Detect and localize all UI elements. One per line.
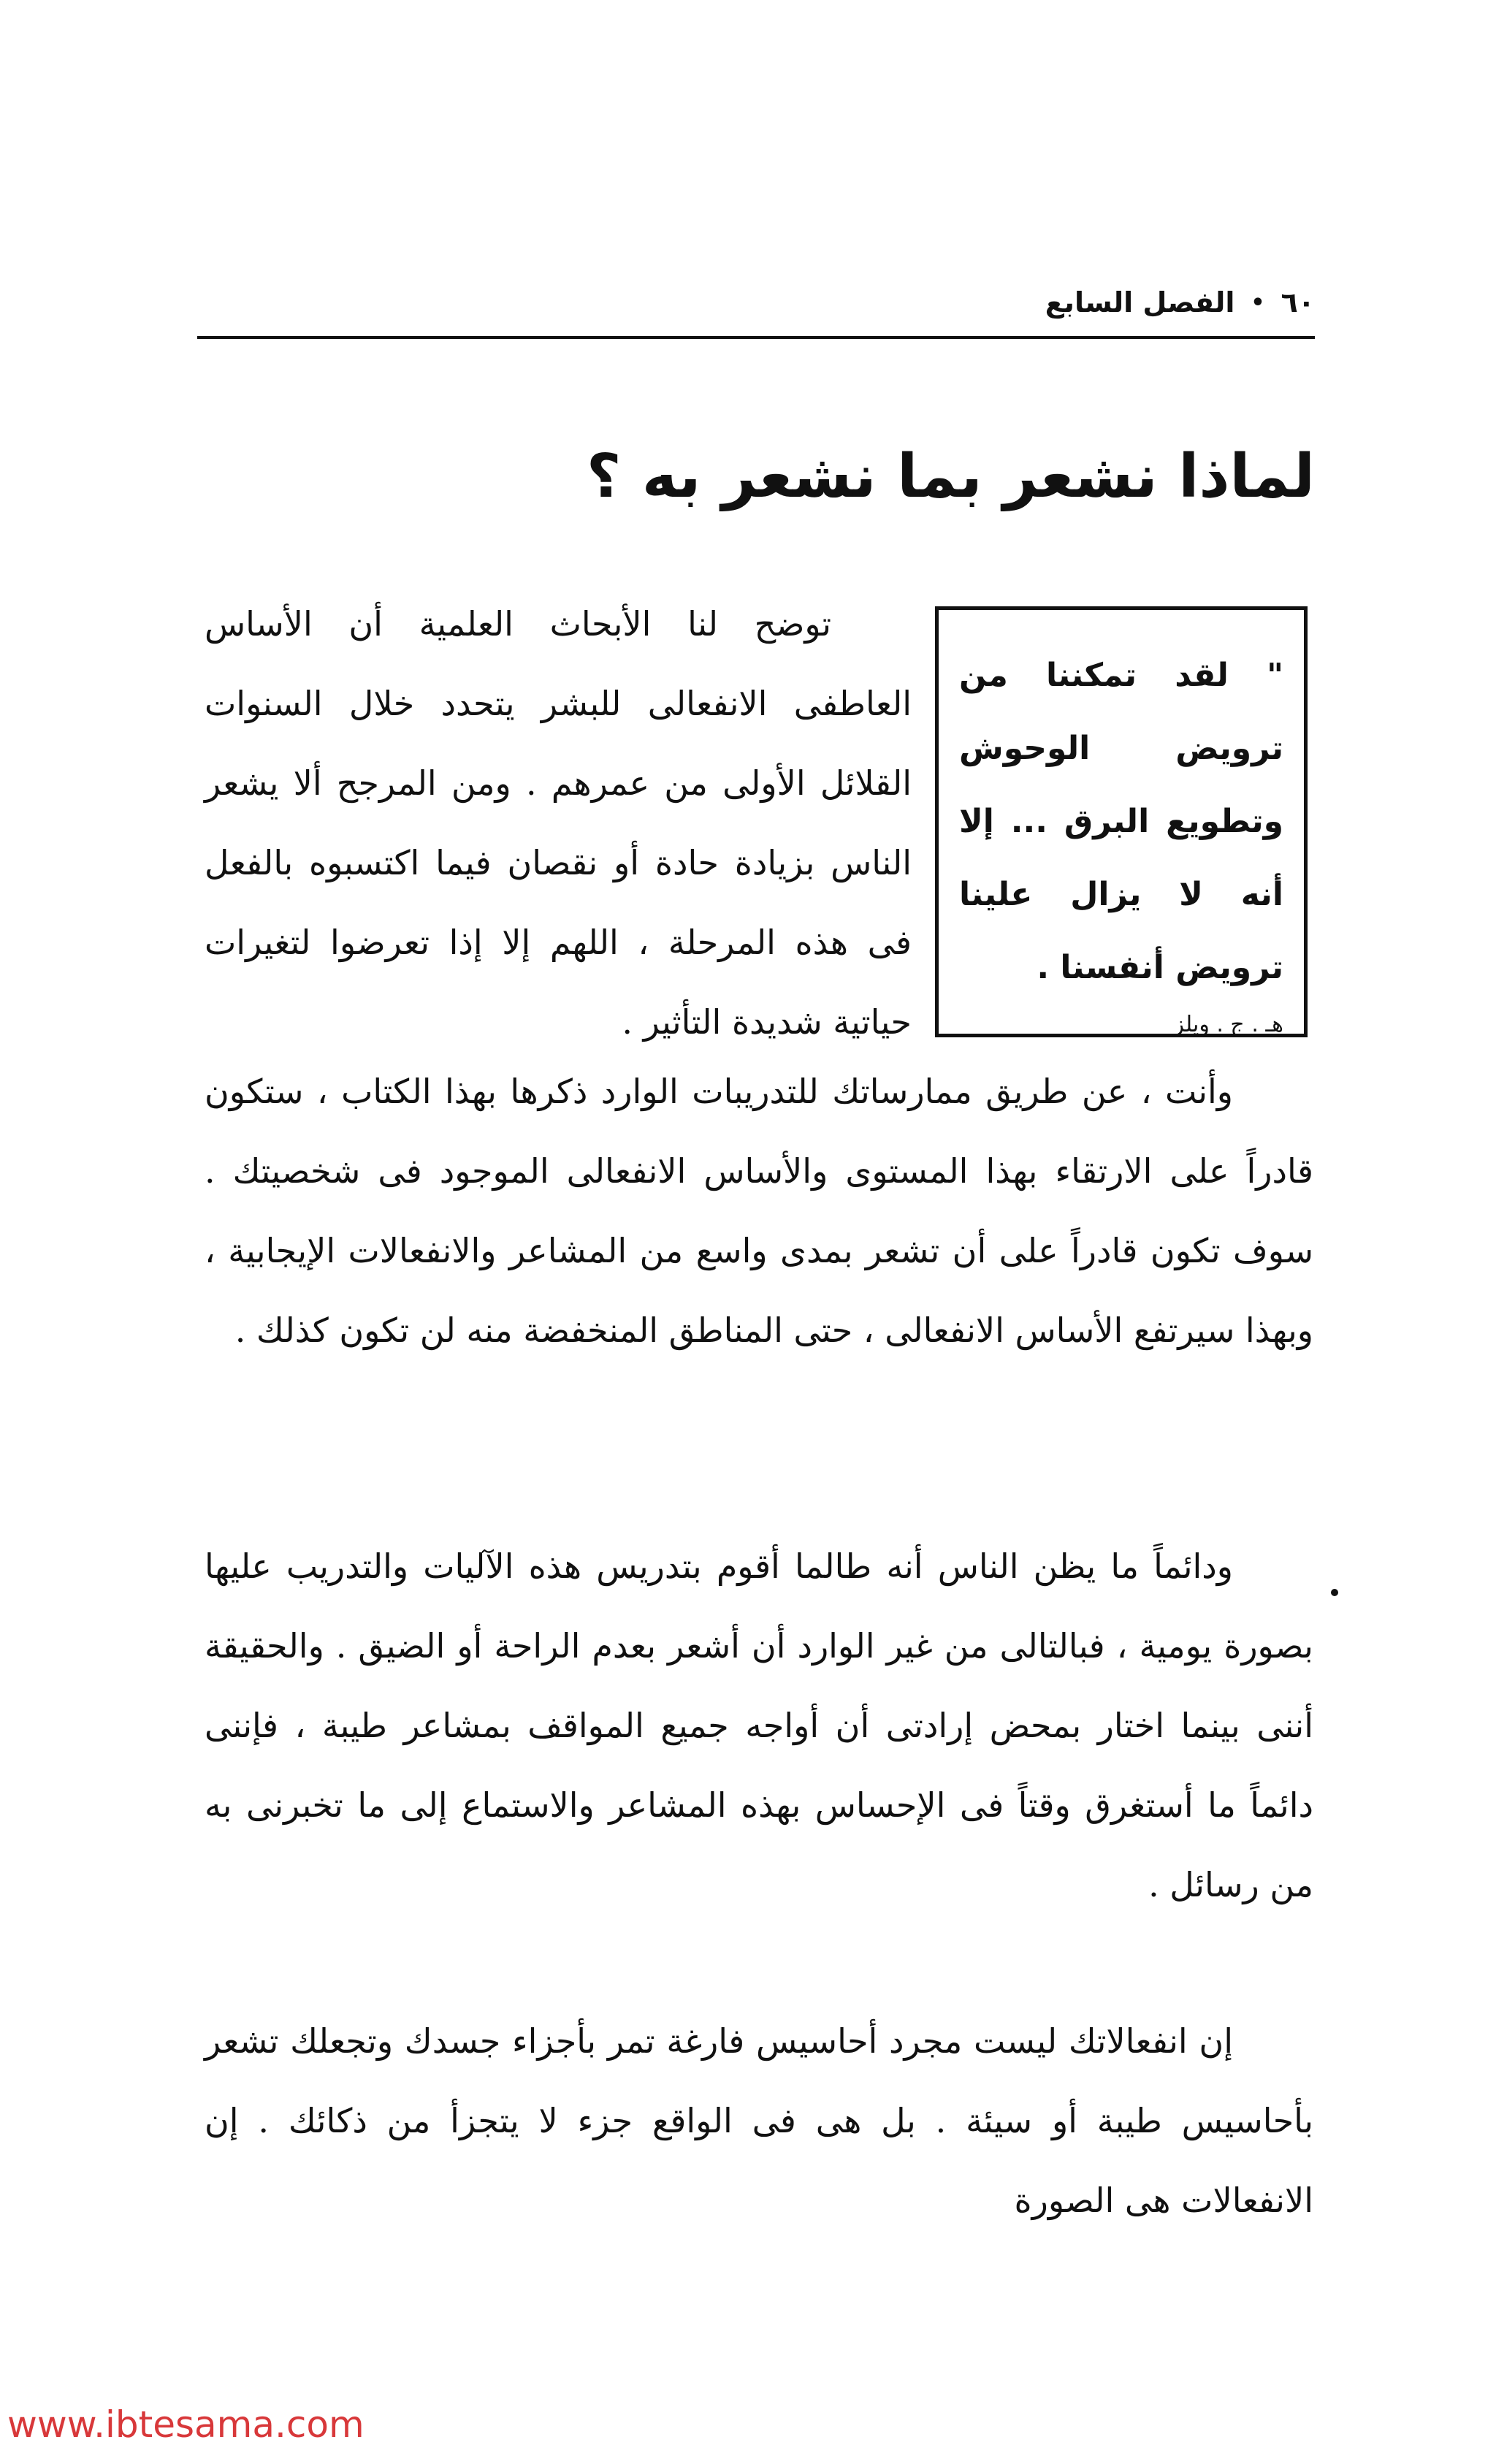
paragraph-2: وأنت ، عن طريق ممارساتك للتدريبات الوارد ذكرها بهذا الكتاب ، ستكون قادراً على الارتقاء بهذا المستوى والأساس الانفعالى الموجود فى شخصيتك . سوف تكون قادراً على أن تشعر بمدى واسع من المشاعر والانفعالات الإيجابية ، وبهذا سيرتفع الأساس الانفعالى ، حتى المناطق المنخفضة منه لن تكون كذلك . (205, 1072, 1313, 1350)
section-title: لماذا نشعر بما نشعر به ؟ (586, 442, 1315, 511)
margin-mark (1331, 1589, 1338, 1596)
page-header (197, 270, 1315, 339)
watermark-url: www.ibtesama.com (7, 2403, 365, 2446)
bullet-separator: • (1251, 289, 1265, 316)
page-number: ٦٠ (1281, 286, 1315, 319)
chapter-title: الفصل السابع (1045, 286, 1235, 319)
paragraph-3: ودائماً ما يظن الناس أنه طالما أقوم بتدريس هذه الآليات والتدريب عليها بصورة يومية ، فبالتالى من غير الوارد أن أشعر بعدم الراحة أو الضيق . والحقيقة أننى بينما اختار بمحض إرادتى أن أواجه جميع المواقف بمشاعر طيبة ، فإننى دائماً ما أستغرق وقتاً فى الإحساس بهذه المشاعر والاستماع إلى ما تخبرنى به من رسائل . (205, 1546, 1313, 1904)
quote-box (935, 606, 1308, 1037)
paragraph-4: إن انفعالاتك ليست مجرد أحاسيس فارغة تمر بأجزاء جسدك وتجعلك تشعر بأحاسيس طيبة أو سيئة . بل هى فى الواقع جزء لا يتجزأ من ذكائك . إن الانفعالات هى الصورة (205, 2021, 1313, 2220)
paragraph-1: توضح لنا الأبحاث العلمية أن الأساس العاطفى الانفعالى للبشر يتحدد خلال السنوات القلائل الأولى من عمرهم . ومن المرجح ألا يشعر الناس بزيادة حادة أو نقصان فيما اكتسبوه بالفعل فى هذه المرحلة ، اللهم إلا إذا تعرضوا لتغيرات حياتية شديدة التأثير . (205, 604, 912, 1042)
quote-author: هـ . ج . ويلز (1173, 1012, 1283, 1037)
quote-text: " لقد تمكننا من ترويض الوحوش وتطويع البرق ... إلا أنه لا يزال علينا ترويض أنفسنا . (959, 657, 1283, 986)
